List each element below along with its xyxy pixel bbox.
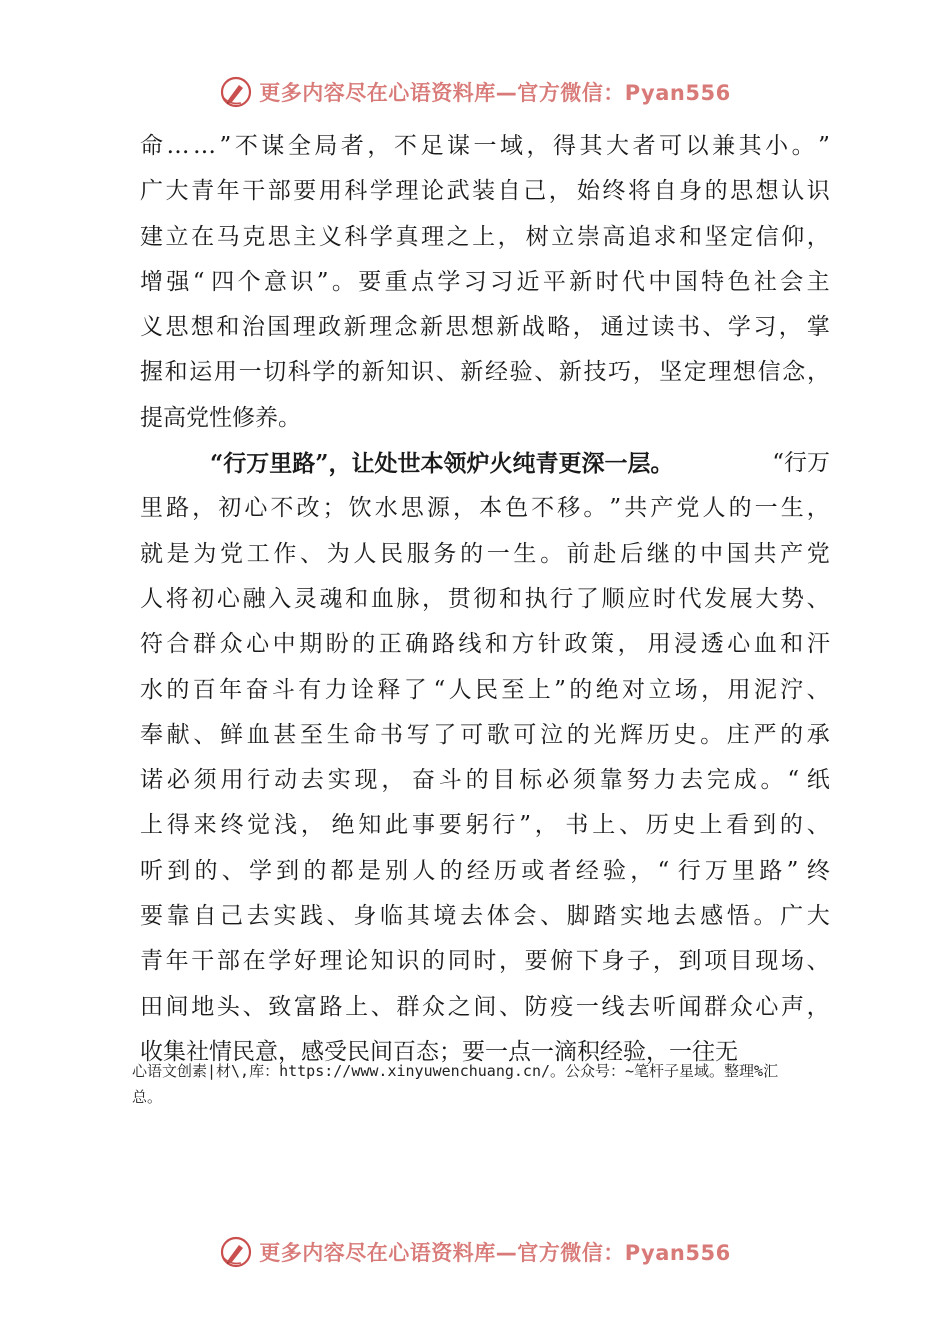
text-line: 要 靠 自 己 去 实 践 、 身 临 其 境 去 体 会 、 脚 踏 实 地 去 感 悟 。 广 大 — [140, 903, 830, 930]
text-line: 广 大 青 年 干 部 要 用 科 学 理 论 武 装 自 己 ， 始 终 将 自 身 的 思 想 认 识 — [140, 178, 830, 205]
text-line: 建 立 在 马 克 思 主 义 科 学 真 理 之 上 ， 树 立 崇 高 追 求 和 坚 定 信 仰 ， — [140, 223, 830, 250]
banner-text: 更多内容尽在心语资料库—官方微信：Pyan556 — [259, 81, 731, 105]
text-line: 听 到 的 、 学 到 的 都 是 别 人 的 经 历 或 者 经 验 ， “ 行 万 里 路 ” 终 — [140, 857, 830, 884]
text-line: 诺 必 须 用 行 动 去 实 现 ， 奋 斗 的 目 标 必 须 靠 努 力 去 完 成 。 “ 纸 — [140, 767, 830, 794]
source-note-line: 总。 — [132, 1088, 163, 1106]
header-banner — [0, 72, 950, 112]
text-line: 握 和 运 用 一 切 科 学 的 新 知 识 、 新 经 验 、 新 技 巧 ， 坚 定 理 想 信 念 ， — [140, 359, 830, 386]
text-line: 田 间 地 头 、 致 富 路 上 、 群 众 之 间 、 防 疫 一 线 去 听 闻 群 众 心 声 ， — [140, 993, 830, 1020]
text-line: 符 合 群 众 心 中 期 盼 的 正 确 路 线 和 方 针 政 策 ， 用 浸 透 心 血 和 汗 — [140, 631, 830, 658]
text-line: 奉 献 、 鲜 血 甚 至 生 命 书 写 了 可 歌 可 泣 的 光 辉 历 史 。 庄 严 的 承 — [140, 721, 830, 748]
text-line: 增 强 “ 四 个 意 识 ” 。 要 重 点 学 习 习 近 平 新 时 代 中 国 特 色 社 会 主 — [140, 268, 830, 295]
text-line: 命 … … ” 不 谋 全 局 者 ， 不 足 谋 一 域 ， 得 其 大 者 可 以 兼 其 小 。 ” — [140, 133, 830, 159]
text-line: 里 路 ， 初 心 不 改 ； 饮 水 思 源 ， 本 色 不 移 。 ” 共 产 党 人 的 一 生 ， — [140, 495, 830, 522]
banner-text: 更多内容尽在心语资料库—官方微信：Pyan556 — [259, 1241, 731, 1265]
text-line: 人 将 初 心 融 入 灵 魂 和 血 脉 ， 贯 彻 和 执 行 了 顺 应 时 代 发 展 大 势 、 — [140, 585, 830, 612]
pen-nib-logo-icon — [219, 1235, 253, 1269]
text-line: 水 的 百 年 奋 斗 有 力 诠 释 了 “ 人 民 至 上 ” 的 绝 对 立 场 ， 用 泥 泞 、 — [140, 676, 830, 703]
text-line: 就 是 为 党 工 作 、 为 人 民 服 务 的 一 生 。 前 赴 后 继 的 中 国 共 产 党 — [140, 540, 830, 567]
text-line: 青 年 干 部 在 学 好 理 论 知 识 的 同 时 ， 要 俯 下 身 子 ， 到 项 目 现 场 、 — [140, 948, 830, 975]
text-line: 上 得 来 终 觉 浅 ， 绝 知 此 事 要 躬 行 ” ， 书 上 、 历 史 上 看 到 的 、 — [140, 812, 830, 839]
text-line: 义 思 想 和 治 国 理 政 新 理 念 新 思 想 新 战 略 ， 通 过 读 书 、 学 习 ， 掌 — [140, 314, 830, 341]
pen-nib-logo-icon — [219, 75, 253, 109]
source-note — [132, 1058, 832, 1110]
text-line: 提高党性修养。 — [140, 404, 301, 431]
document-body — [140, 124, 830, 1075]
section-heading: “行万里路”，让处世本领炉火纯青更深一层。 — [210, 450, 674, 478]
footer-banner — [0, 1232, 950, 1272]
paragraph-heading-line: “行万里路”，让处世本领炉火纯青更深一层。 “行万 — [140, 441, 830, 486]
text-line: 收集社情民意，感受民间百态；要一点一滴积经验，一往无 — [140, 1038, 738, 1065]
source-note-line: 心语文创素|材\,库：https://www.xinyuwenchuang.cn/。公众号：~笔杆子星域。整理%汇 — [132, 1062, 779, 1080]
